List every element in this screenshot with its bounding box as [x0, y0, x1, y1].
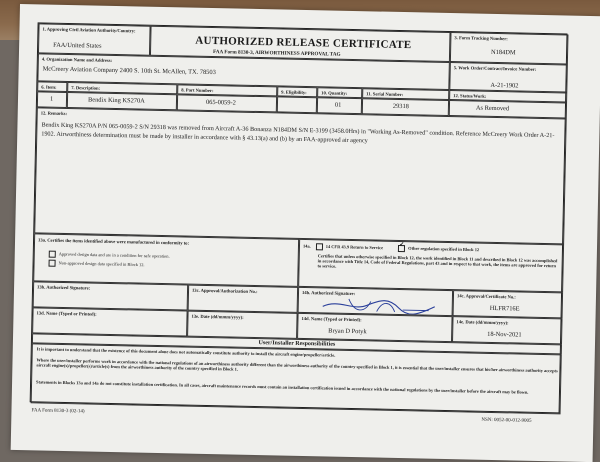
header-status-label: 12. Status/Work: [453, 93, 487, 99]
document-page [11, 4, 600, 462]
header-description-label: 7. Description: [71, 85, 101, 91]
block-5 [449, 62, 568, 92]
nsn-footer: NSN: 0052-00-012-9005 [481, 417, 532, 424]
block-1 [38, 23, 151, 55]
row-part-value: 065-0059-2 [205, 98, 236, 107]
block-13a-option-approved[interactable] [49, 251, 170, 261]
checkbox-return-to-service[interactable] [316, 243, 323, 250]
block-5-value: A-21-1902 [490, 81, 519, 90]
header-item [37, 81, 67, 92]
block-3-value: N184DM [491, 48, 516, 57]
block-13a-label: 13a. Certifies the items identified above were manufactured in conformity to: [38, 237, 190, 246]
return-to-service-label: 14 CFR 43.9 Return to Service [325, 243, 384, 251]
block-13a-option-nonapproved[interactable] [49, 260, 145, 269]
row-quantity [317, 97, 362, 114]
form-subtitle: FAA Form 8130-3, AIRWORTHINESS APPROVAL TAG [212, 49, 341, 58]
block-4-value: McCreery Aviation Company 2400 S. 10th St. McAllen, TX. 78503 [42, 65, 216, 77]
checkbox-nonapproved-design[interactable] [49, 260, 56, 267]
other-regulation-label: Other regulation specified in Block 12 [408, 245, 480, 253]
option-nonapproved-label: Non-approved design data specified in Block 12. [58, 260, 145, 268]
row-item [37, 91, 67, 108]
block-13c [188, 285, 299, 313]
header-eligibility-label: 9. Eligibility: [281, 89, 307, 96]
block-4-label: 4. Organization Name and Address: [41, 56, 113, 63]
header-part-label: 8. Part Number: [181, 87, 214, 94]
block-13d-label: 13d. Name (Typed or Printed): [36, 310, 97, 317]
row-item-value: 1 [49, 95, 54, 103]
block-14a-text: Certifies that unless otherwise specified in Block 12, the work identified in Block 11 and described in Block 12 was accomplished in accordance with Title 14, Code of Federal Regulations, part 43 and in respect to that work, the items are approved for return to service. [317, 253, 558, 270]
responsibilities-paragraph-3: Statements in Blocks 13a and 14a do not constitute installation certification. In all cases, aircraft maintenance records must contain an installation certification issued in accordance with the national regulations by the user/installer before the aircraft may be flown. [36, 379, 529, 395]
block-13e [187, 311, 298, 339]
block-13b [33, 281, 189, 310]
row-description-value: Bendix King KS270A [87, 96, 145, 105]
header-serial-label: 11. Serial Number: [366, 91, 404, 98]
block-14b [298, 287, 454, 316]
signature-image [319, 292, 439, 316]
block-14d-label: 14d. Name (Typed or Printed): [301, 315, 362, 323]
form-title: AUTHORIZED RELEASE CERTIFICATE [195, 34, 412, 52]
responsibilities-paragraph-2: Where the user/installer performs work in accordance with the national regulations of an airworthiness authority different than the airworthiness authority of the country specified in Block 1, it is essential that the user/installer ensures that his/her airworthiness authority accepts aircraft engine(s)/propeller(s)/article(s) from the airworthiness authority of the country specified in Block 1. [36, 357, 558, 374]
form-8130-3 [30, 22, 568, 413]
block-13b-label: 13b. Authorized Signature: [37, 284, 91, 291]
block-14a-label: 14a. [302, 243, 311, 249]
option-approved-label: Approved design data and are in a condition for safe operation. [58, 251, 170, 259]
form-number-footer: FAA Form 8130-3 (02-14) [31, 408, 85, 415]
block-13c-label: 13c. Approval/Authorization No.: [191, 287, 258, 295]
block-14b-label: 14b. Authorized Signature: [301, 289, 356, 297]
block-3 [450, 32, 569, 64]
block-14c-label: 14c. Approval/Certificate No.: [456, 293, 516, 300]
block-13a [33, 233, 299, 287]
responsibilities-paragraph-1: It is important to understand that the existence of this document alone does not automatically constitute authority to install the aircraft engine/propeller/article. [36, 346, 336, 358]
block-14d [297, 313, 453, 342]
block-1-value: FAA/United States [53, 41, 102, 50]
responsibilities-title: User/Installer Responsibilities [258, 340, 336, 348]
block-14e [452, 316, 563, 344]
row-status-value: As Removed [475, 104, 510, 113]
checkbox-approved-design[interactable] [49, 251, 56, 258]
row-eligibility [277, 96, 317, 113]
block-14c-value: HLFR716E [489, 304, 520, 313]
block-14a-row [303, 243, 479, 254]
row-serial-value: 29318 [392, 102, 409, 111]
block-14e-label: 14e. Date (dd/mmm/yyyy): [456, 319, 509, 326]
block-13e-label: 13e. Date (dd/mmm/yyyy): [191, 313, 244, 320]
responsibilities-body [31, 343, 562, 414]
checkbox-other-regulation[interactable] [398, 245, 405, 252]
block-5-label: 5. Work Order/Contract/Invoice Number: [453, 65, 537, 72]
block-3-label: 3. Form Tracking Number: [454, 35, 508, 42]
block-13d [32, 307, 188, 336]
block-1-label: 1. Approving Civil Aviation Authority/Country: [42, 26, 136, 34]
row-serial [362, 98, 449, 116]
block-14d-value: Bryan D Potyk [328, 327, 367, 336]
header-item-label: 6. Item: [41, 84, 57, 90]
header-quantity-label: 10. Quantity: [321, 90, 348, 96]
row-quantity-value: 01 [334, 101, 342, 109]
block-14e-value: 18-Nov-2021 [487, 330, 522, 339]
block-14a [298, 239, 564, 293]
remarks-label: 12. Remarks: [40, 110, 68, 117]
block-14c [453, 290, 564, 318]
remarks-text: Bendix King KS270A P/N 065-0059-2 S/N 29318 was removed from Aircraft A-36 Bonanza N184DM S/N E-3199 (3458.0Hrs) in "Working As-Removed" condition. Reference McCreery Work Order A-21-1902. Airworthiness determination must be made by installer in accordance with § 43.13(a) and (b) by an FAA-approved air agency [41, 121, 555, 145]
